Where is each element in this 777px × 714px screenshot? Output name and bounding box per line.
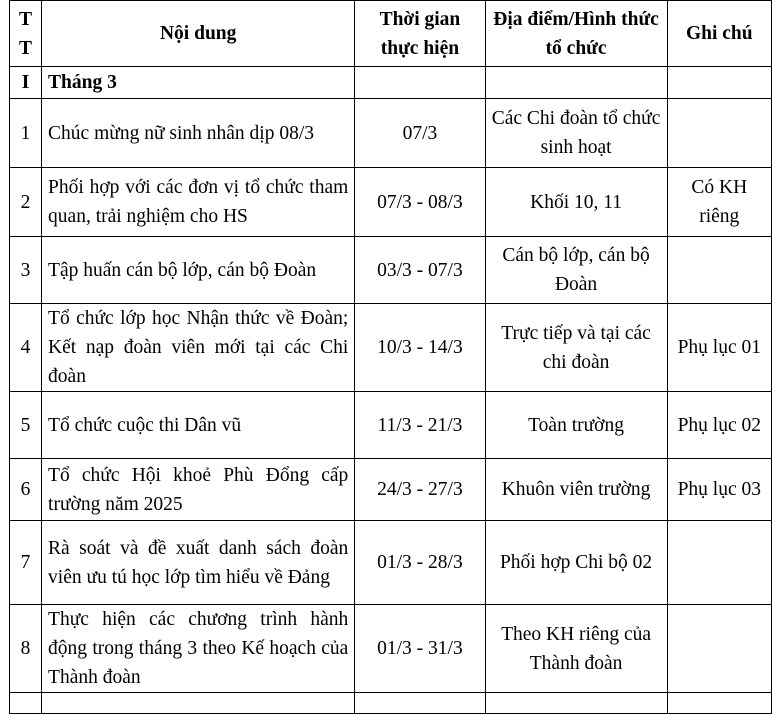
empty-cell: [485, 67, 667, 99]
row-number: 4: [10, 304, 42, 392]
row-place: Cán bộ lớp, cán bộ Đoàn: [485, 237, 667, 304]
table-row: [10, 521, 772, 605]
row-number: 7: [10, 521, 42, 605]
row-note: Phụ lục 02: [667, 392, 771, 459]
row-place: Phối hợp Chi bộ 02: [485, 521, 667, 605]
empty-cell: [355, 693, 485, 714]
row-content: Tổ chức Hội khoẻ Phù Đổng cấp trường năm 2025: [42, 459, 355, 521]
section-row: [10, 67, 772, 99]
row-content: Thực hiện các chương trình hành động trong tháng 3 theo Kế hoạch của Thành đoàn: [42, 605, 355, 693]
row-content: Tổ chức lớp học Nhận thức về Đoàn; Kết nạp đoàn viên mới tại các Chi đoàn: [42, 304, 355, 392]
row-content: Phối hợp với các đơn vị tổ chức tham quan, trải nghiệm cho HS: [42, 168, 355, 237]
header-tt: TT: [10, 1, 42, 67]
row-time: 07/3 - 08/3: [355, 168, 485, 237]
row-number: 2: [10, 168, 42, 237]
table-row: [10, 99, 772, 168]
table-row: [10, 459, 772, 521]
row-number: 5: [10, 392, 42, 459]
table-header-row: [10, 1, 772, 67]
row-time: 03/3 - 07/3: [355, 237, 485, 304]
empty-cell: [42, 693, 355, 714]
row-note: [667, 605, 771, 693]
table-row: [10, 392, 772, 459]
table-row: [10, 304, 772, 392]
row-note: [667, 237, 771, 304]
row-time: 11/3 - 21/3: [355, 392, 485, 459]
activity-plan-table: [9, 0, 772, 714]
table-row: [10, 605, 772, 693]
empty-cell: [10, 693, 42, 714]
row-content: Tập huấn cán bộ lớp, cán bộ Đoàn: [42, 237, 355, 304]
empty-cell: [485, 693, 667, 714]
row-time: 10/3 - 14/3: [355, 304, 485, 392]
header-time: Thời gian thực hiện: [355, 1, 485, 67]
row-note: [667, 521, 771, 605]
row-place: Toàn trường: [485, 392, 667, 459]
header-note: Ghi chú: [667, 1, 771, 67]
row-content: Tổ chức cuộc thi Dân vũ: [42, 392, 355, 459]
row-number: 8: [10, 605, 42, 693]
row-content: Rà soát và đề xuất danh sách đoàn viên ưu tú học lớp tìm hiểu về Đảng: [42, 521, 355, 605]
row-number: 3: [10, 237, 42, 304]
row-place: Các Chi đoàn tổ chức sinh hoạt: [485, 99, 667, 168]
row-time: 24/3 - 27/3: [355, 459, 485, 521]
row-number: 1: [10, 99, 42, 168]
row-place: Khối 10, 11: [485, 168, 667, 237]
row-note: Phụ lục 03: [667, 459, 771, 521]
table-row-partial: [10, 693, 772, 714]
header-content: Nội dung: [42, 1, 355, 67]
row-place: Khuôn viên trường: [485, 459, 667, 521]
section-number: I: [10, 67, 42, 99]
empty-cell: [355, 67, 485, 99]
row-number: 6: [10, 459, 42, 521]
row-time: 07/3: [355, 99, 485, 168]
row-time: 01/3 - 28/3: [355, 521, 485, 605]
row-note: Phụ lục 01: [667, 304, 771, 392]
empty-cell: [667, 693, 771, 714]
table-row: [10, 237, 772, 304]
row-note: [667, 99, 771, 168]
row-place: Trực tiếp và tại các chi đoàn: [485, 304, 667, 392]
row-time: 01/3 - 31/3: [355, 605, 485, 693]
row-note: Có KH riêng: [667, 168, 771, 237]
row-content: Chúc mừng nữ sinh nhân dịp 08/3: [42, 99, 355, 168]
section-title: Tháng 3: [42, 67, 355, 99]
empty-cell: [667, 67, 771, 99]
row-place: Theo KH riêng của Thành đoàn: [485, 605, 667, 693]
header-place: Địa điểm/Hình thức tổ chức: [485, 1, 667, 67]
table-row: [10, 168, 772, 237]
